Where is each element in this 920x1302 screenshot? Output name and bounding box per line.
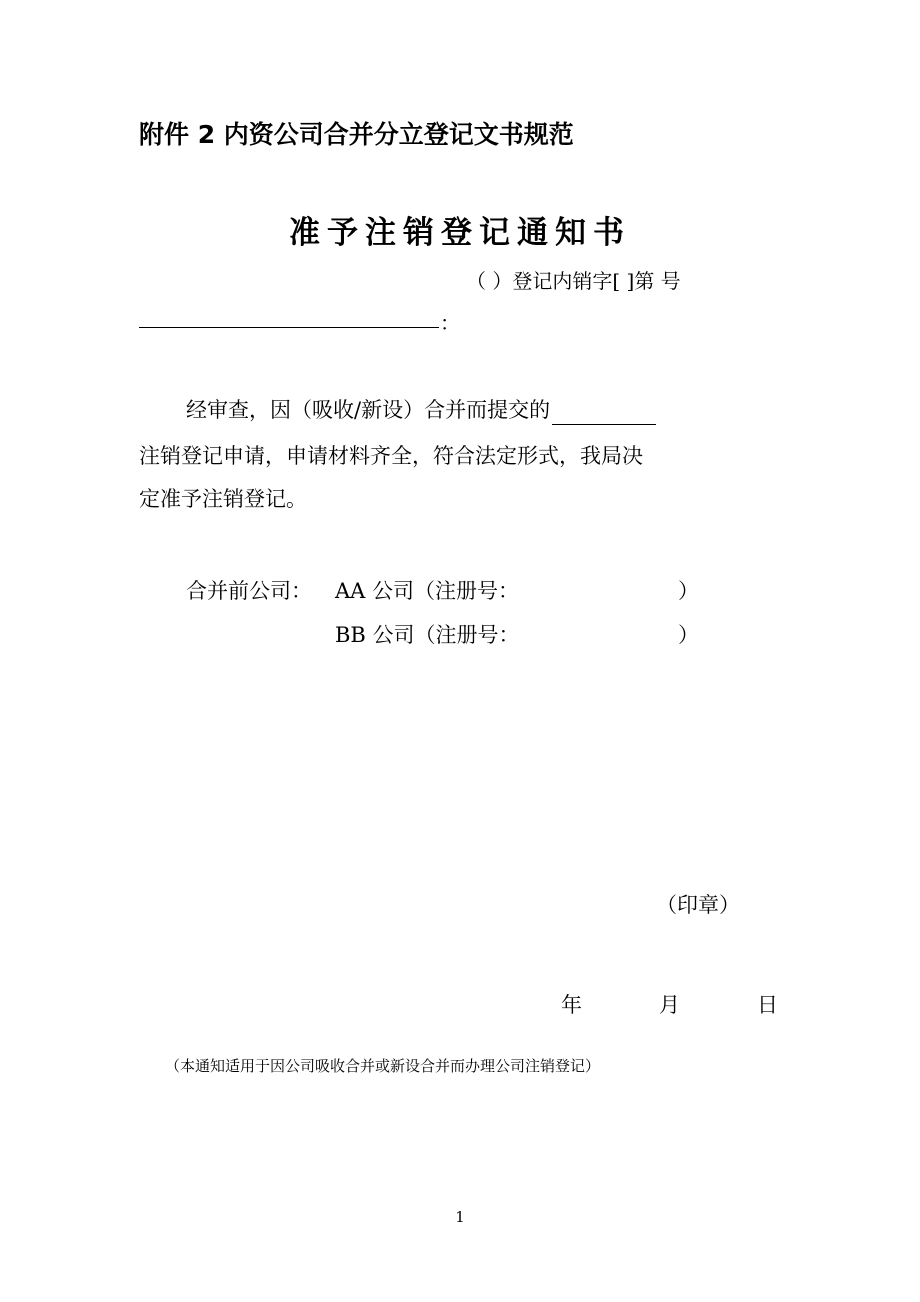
recipient-colon: ： bbox=[440, 311, 460, 335]
date-day: 日 bbox=[757, 993, 778, 1017]
company-bb-entry: BB 公司（注册号： bbox=[335, 623, 520, 647]
date-year: 年 bbox=[561, 993, 582, 1017]
body-line-3: 定准予注销登记。 bbox=[139, 487, 307, 511]
document-title: 准予注销登记通知书 bbox=[289, 215, 631, 251]
merged-companies-label: 合并前公司： bbox=[186, 579, 312, 603]
company-aa-entry: AA 公司（注册号： bbox=[335, 579, 520, 603]
attachment-title: 附件 2 内资公司合并分立登记文书规范 bbox=[139, 120, 574, 149]
company-bb-close-paren: ） bbox=[678, 623, 699, 647]
footnote: （本通知适用于因公司吸收合并或新设合并而办理公司注销登记） bbox=[165, 1057, 601, 1075]
body-line-1-text: 经审查，因（吸收/新设）合并而提交的 bbox=[186, 398, 551, 422]
applicant-blank-line bbox=[552, 402, 656, 425]
date-month: 月 bbox=[659, 993, 680, 1017]
body-line-1 bbox=[186, 395, 656, 425]
page-number: 1 bbox=[455, 1208, 465, 1226]
document-number: （ ）登记内销字[ ]第 号 bbox=[466, 269, 681, 293]
recipient-blank-line bbox=[139, 327, 439, 328]
seal-placeholder: （印章） bbox=[656, 893, 740, 917]
body-line-2: 注销登记申请，申请材料齐全，符合法定形式，我局决 bbox=[139, 444, 643, 468]
company-aa-close-paren: ） bbox=[678, 579, 699, 603]
